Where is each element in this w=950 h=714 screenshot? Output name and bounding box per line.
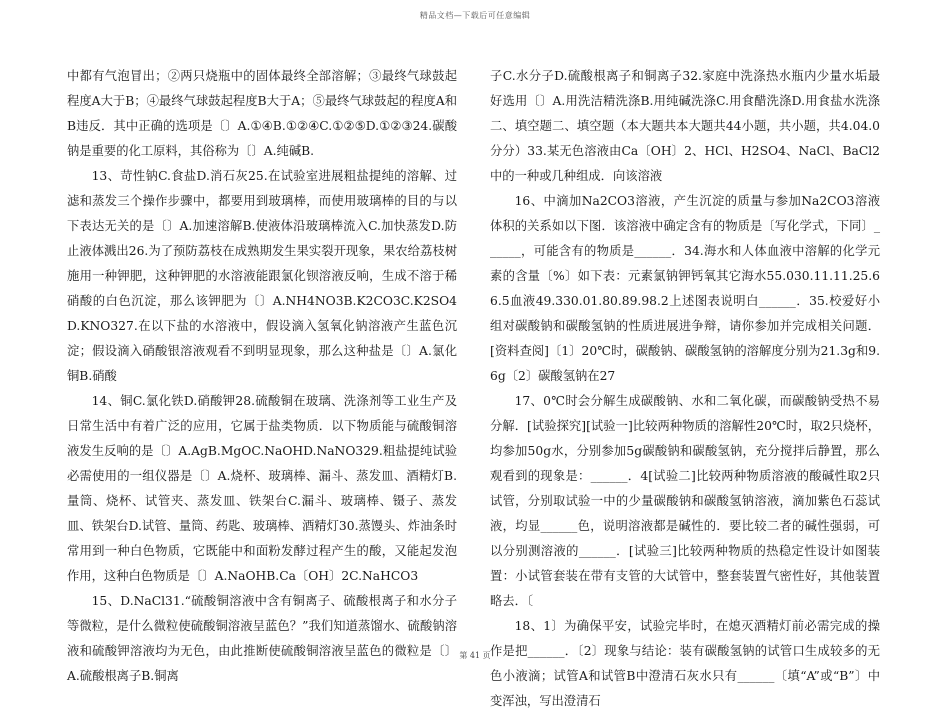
- right-paragraph-1: 子C.水分子D.硫酸根离子和铜离子32.家庭中洗涤热水瓶内少量水垢最好选用〔〕A.用洗洁精洗涤B.用纯碱洗涤C.用食醋洗涤D.用食盐水洗涤二、填空题二、填空题（本大题共本大题共44小题，共小题，共4.04.0分分）33.某无色溶液由Ca〔OH〕2、HCl、H2SO4、NaCl、BaCl2中的一种或几种组成．向该溶液: [490, 69, 880, 183]
- right-paragraph-2: 16、中滴加Na2CO3溶液，产生沉淀的质量与参加Na2CO3溶液体积的关系如以下图．该溶液中确定含有的物质是〔写化学式，下同〕______，可能含有的物质是______．34.海水和人体血液中溶解的化学元素的含量〔%〕如下表：元素氯钠钾钙氧其它海水55.030.11.11.25.66.5血液49.330.01.80.89.98.2上述图表说明白______．35.校爱好小组对碳酸钠和碳酸氢钠的性质进展进争辩，请你参加并完成相关问题．[资料查阅]〔1〕20℃时，碳酸钠、碳酸氢钠的溶解度分别为21.3g和9.6g〔2〕碳酸氢钠在27: [490, 194, 880, 383]
- left-paragraph-4: 15、D.NaCl31.“硫酸铜溶液中含有铜离子、硫酸根离子和水分子等微粒，是什么微粒使硫酸铜溶液呈蓝色？”我们知道蒸馏水、硫酸钠溶液和硫酸钾溶液均为无色，由此推断使硫酸铜溶液呈蓝色的微粒是〔〕A.硫酸根离子B.铜离: [67, 594, 457, 683]
- right-paragraph-4: 18、1〕为确保平安，试验完毕时，在熄灭酒精灯前必需完成的操作是把______．〔2〕现象与结论：装有碳酸氢钠的试管口生成较多的无色小液滴；试管A和试管B中澄清石灰水只有______〔填“A”或“B”〕中变浑浊，写出澄清石: [490, 619, 880, 708]
- left-paragraph-3: 14、铜C.氯化铁D.硝酸钾28.硫酸铜在玻璃、洗涤剂等工业生产及日常生活中有着广泛的应用，它属于盐类物质．以下物质能与硫酸铜溶液发生反响的是〔〕A.AgB.MgOC.NaOHD.NaNO329.粗盐提纯试验必需使用的一组仪器是〔〕A.烧杯、玻璃棒、漏斗、蒸发皿、酒精灯B.量筒、烧杯、试管夹、蒸发皿、铁架台C.漏斗、玻璃棒、镊子、蒸发皿、铁架台D.试管、量筒、药匙、玻璃棒、酒精灯30.蒸馒头、炸油条时常用到一种白色物质，它既能中和面粉发酵过程产生的酸，又能起发泡作用，这种白色物质是〔〕A.NaOHB.Ca〔OH〕2C.NaHCO3: [67, 394, 457, 583]
- right-paragraph-3: 17、0℃时会分解生成碳酸钠、水和二氧化碳，而碳酸钠受热不易分解．[试验探究][试验一]比较两种物质的溶解性20℃时，取2只烧杯，均参加50g水，分别参加5g碳酸钠和碳酸氢钠，充分搅拌后静置，那么观看到的现象是：______．4[试验二]比较两种物质溶液的酸碱性取2只试管，分别取试验一中的少量碳酸钠和碳酸氢钠溶液，滴加紫色石蕊试液，均显______色，说明溶液都是碱性的．要比较二者的碱性强弱，可以分别测溶液的______．[试验三]比较两种物质的热稳定性设计如图装置：小试管套装在带有支管的大试管中，整套装置气密性好，其他装置略去．〔: [490, 394, 880, 608]
- left-paragraph-2: 13、苛性钠C.食盐D.消石灰25.在试验室进展粗盐提纯的溶解、过滤和蒸发三个操作步骤中，都要用到玻璃棒，而使用玻璃棒的目的与以下表达无关的是〔〕A.加速溶解B.使液体沿玻璃棒流入C.加快蒸发D.防止液体溅出26.为了预防荔枝在成熟期发生果实裂开现象，果农给荔枝树施用一种钾肥，这种钾肥的水溶液能跟氯化钡溶液反响，生成不溶于稀硝酸的白色沉淀，那么该钾肥为〔〕A.NH4NO3B.K2CO3C.K2SO4D.KNO327.在以下盐的水溶液中，假设滴入氢氧化钠溶液产生蓝色沉淀；假设滴入硝酸银溶液观看不到明显现象，那么这种盐是〔〕A.氯化铜B.硝酸: [67, 169, 457, 383]
- left-column: [67, 64, 457, 689]
- page-number: 第 41 页: [459, 651, 491, 660]
- right-column: [490, 64, 880, 714]
- page-header: 精品文档—下载后可任意编辑: [419, 11, 531, 20]
- left-paragraph-1: 中都有气泡冒出；②两只烧瓶中的固体最终全部溶解；③最终气球鼓起程度A大于B；④最终气球鼓起程度B大于A；⑤最终气球鼓起的程度A和B违反．其中正确的选项是〔〕A.①④B.①②④C.①②⑤D.①②③24.碳酸钠是重要的化工原料，其俗称为〔〕A.纯碱B.: [67, 69, 457, 158]
